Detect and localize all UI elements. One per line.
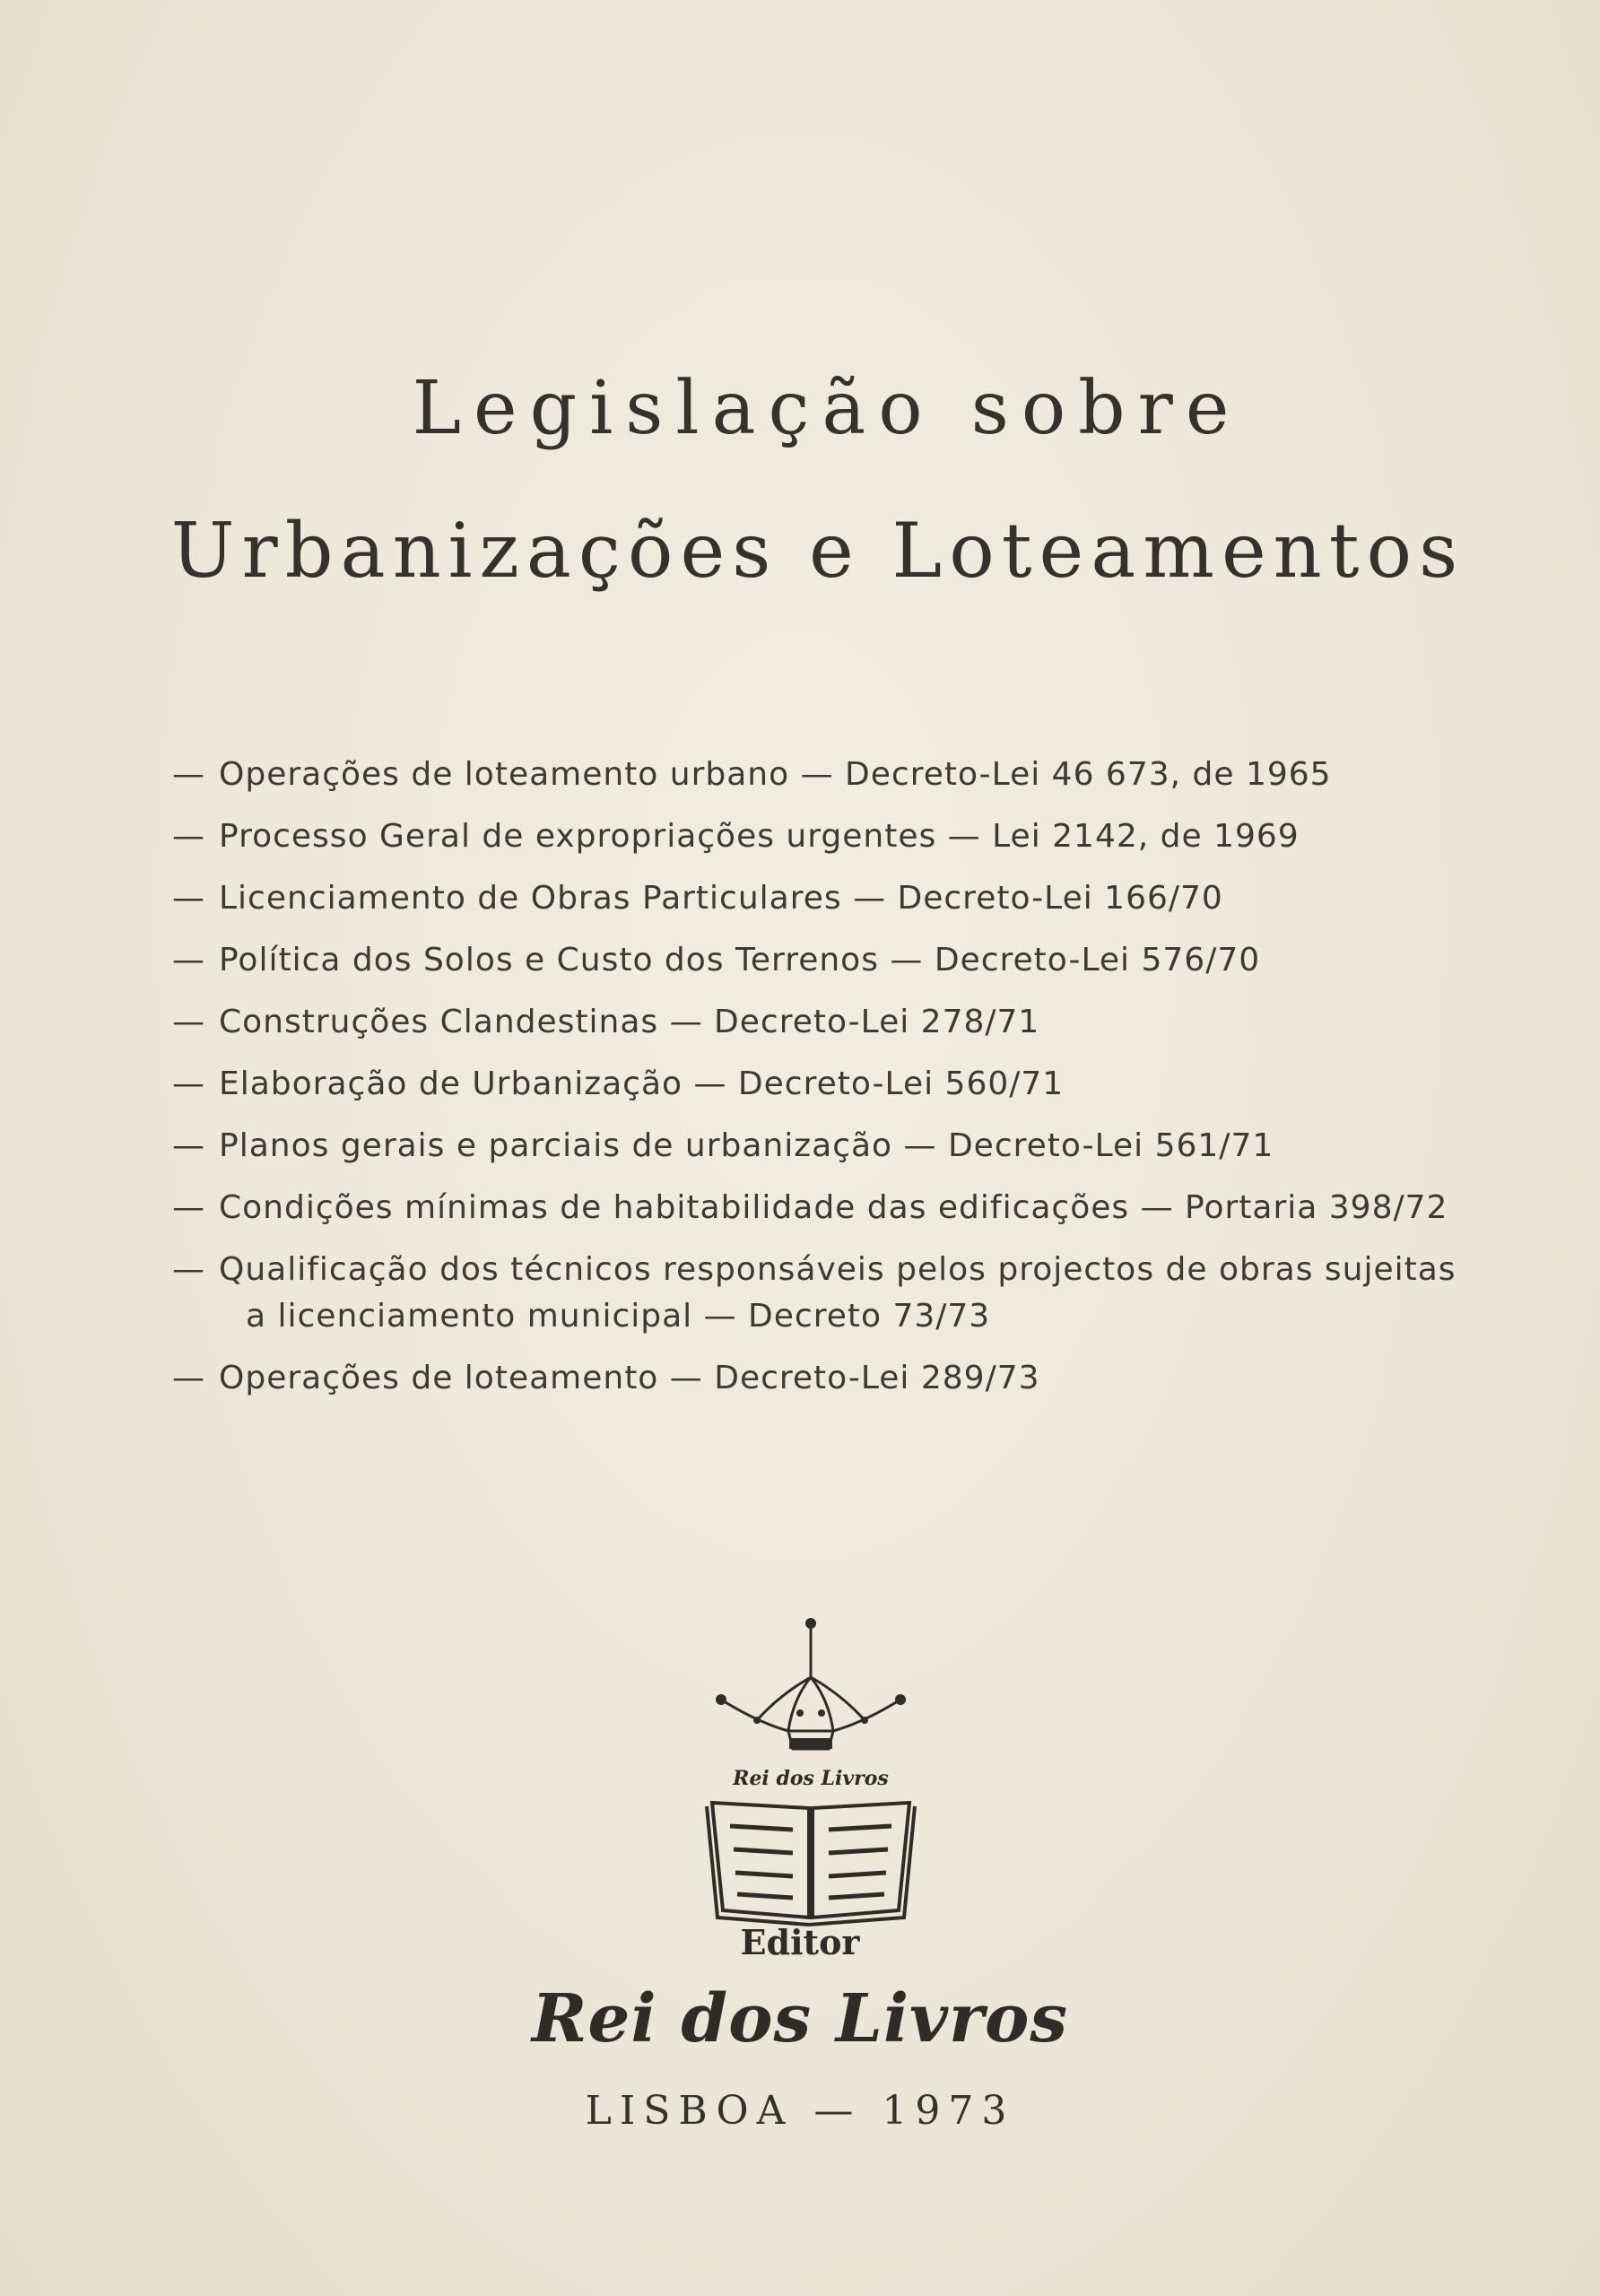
list-item-text: Condições mínimas de habitabilidade das edificações — Portaria 398/72	[219, 1189, 1448, 1226]
list-dash: —	[172, 1251, 205, 1288]
publisher-name: Rei dos Livros	[531, 1980, 1069, 2057]
list-item-text: Operações de loteamento — Decreto-Lei 289/73	[219, 1360, 1040, 1396]
list-dash: —	[172, 756, 205, 793]
title-line-1: Legislação sobre	[412, 366, 1242, 451]
list-item	[172, 1061, 1473, 1108]
list-item-text: Política dos Solos e Custo dos Terrenos — Decreto-Lei 576/70	[219, 942, 1261, 978]
list-item-text: Processo Geral de expropriações urgentes — Lei 2142, de 1969	[219, 818, 1300, 855]
list-item-text-second-line: a licenciamento municipal — Decreto 73/73	[246, 1298, 991, 1335]
list-item	[172, 1123, 1473, 1170]
list-item	[172, 752, 1473, 798]
list-dash: —	[172, 1065, 205, 1102]
list-dash: —	[172, 1189, 205, 1226]
list-item-text: Operações de loteamento urbano — Decreto-Lei 46 673, de 1965	[219, 756, 1332, 793]
list-item-text: Elaboração de Urbanização — Decreto-Lei 560/71	[219, 1065, 1065, 1102]
list-item-text: Licenciamento de Obras Particulares — Decreto-Lei 166/70	[219, 880, 1223, 917]
list-item-text: Planos gerais e parciais de urbanização — Decreto-Lei 561/71	[219, 1127, 1274, 1164]
list-item	[172, 1247, 1473, 1340]
list-item	[172, 937, 1473, 984]
contents-list	[172, 752, 1473, 1417]
title-line-2: Urbanizações e Loteamentos	[170, 507, 1465, 595]
list-item	[172, 999, 1473, 1046]
list-dash: —	[172, 942, 205, 978]
list-dash: —	[172, 1360, 205, 1396]
list-dash: —	[172, 1127, 205, 1164]
list-dash: —	[172, 880, 205, 917]
crown-book-logo-icon	[703, 1614, 918, 1928]
editor-label: Editor	[740, 1922, 860, 1962]
list-item	[172, 813, 1473, 860]
list-dash: —	[172, 1004, 205, 1040]
list-item-text-first-line: Qualificação dos técnicos responsáveis pelos projectos de obras sujeitas	[219, 1251, 1457, 1288]
list-dash: —	[172, 818, 205, 855]
list-item-text: Construções Clandestinas — Decreto-Lei 278/71	[219, 1004, 1040, 1040]
logo-text: Rei dos Livros	[733, 1767, 889, 1790]
list-item	[172, 1355, 1473, 1402]
list-item	[172, 1185, 1473, 1231]
place-and-date: LISBOA — 1973	[585, 2088, 1015, 2134]
list-item	[172, 875, 1473, 922]
